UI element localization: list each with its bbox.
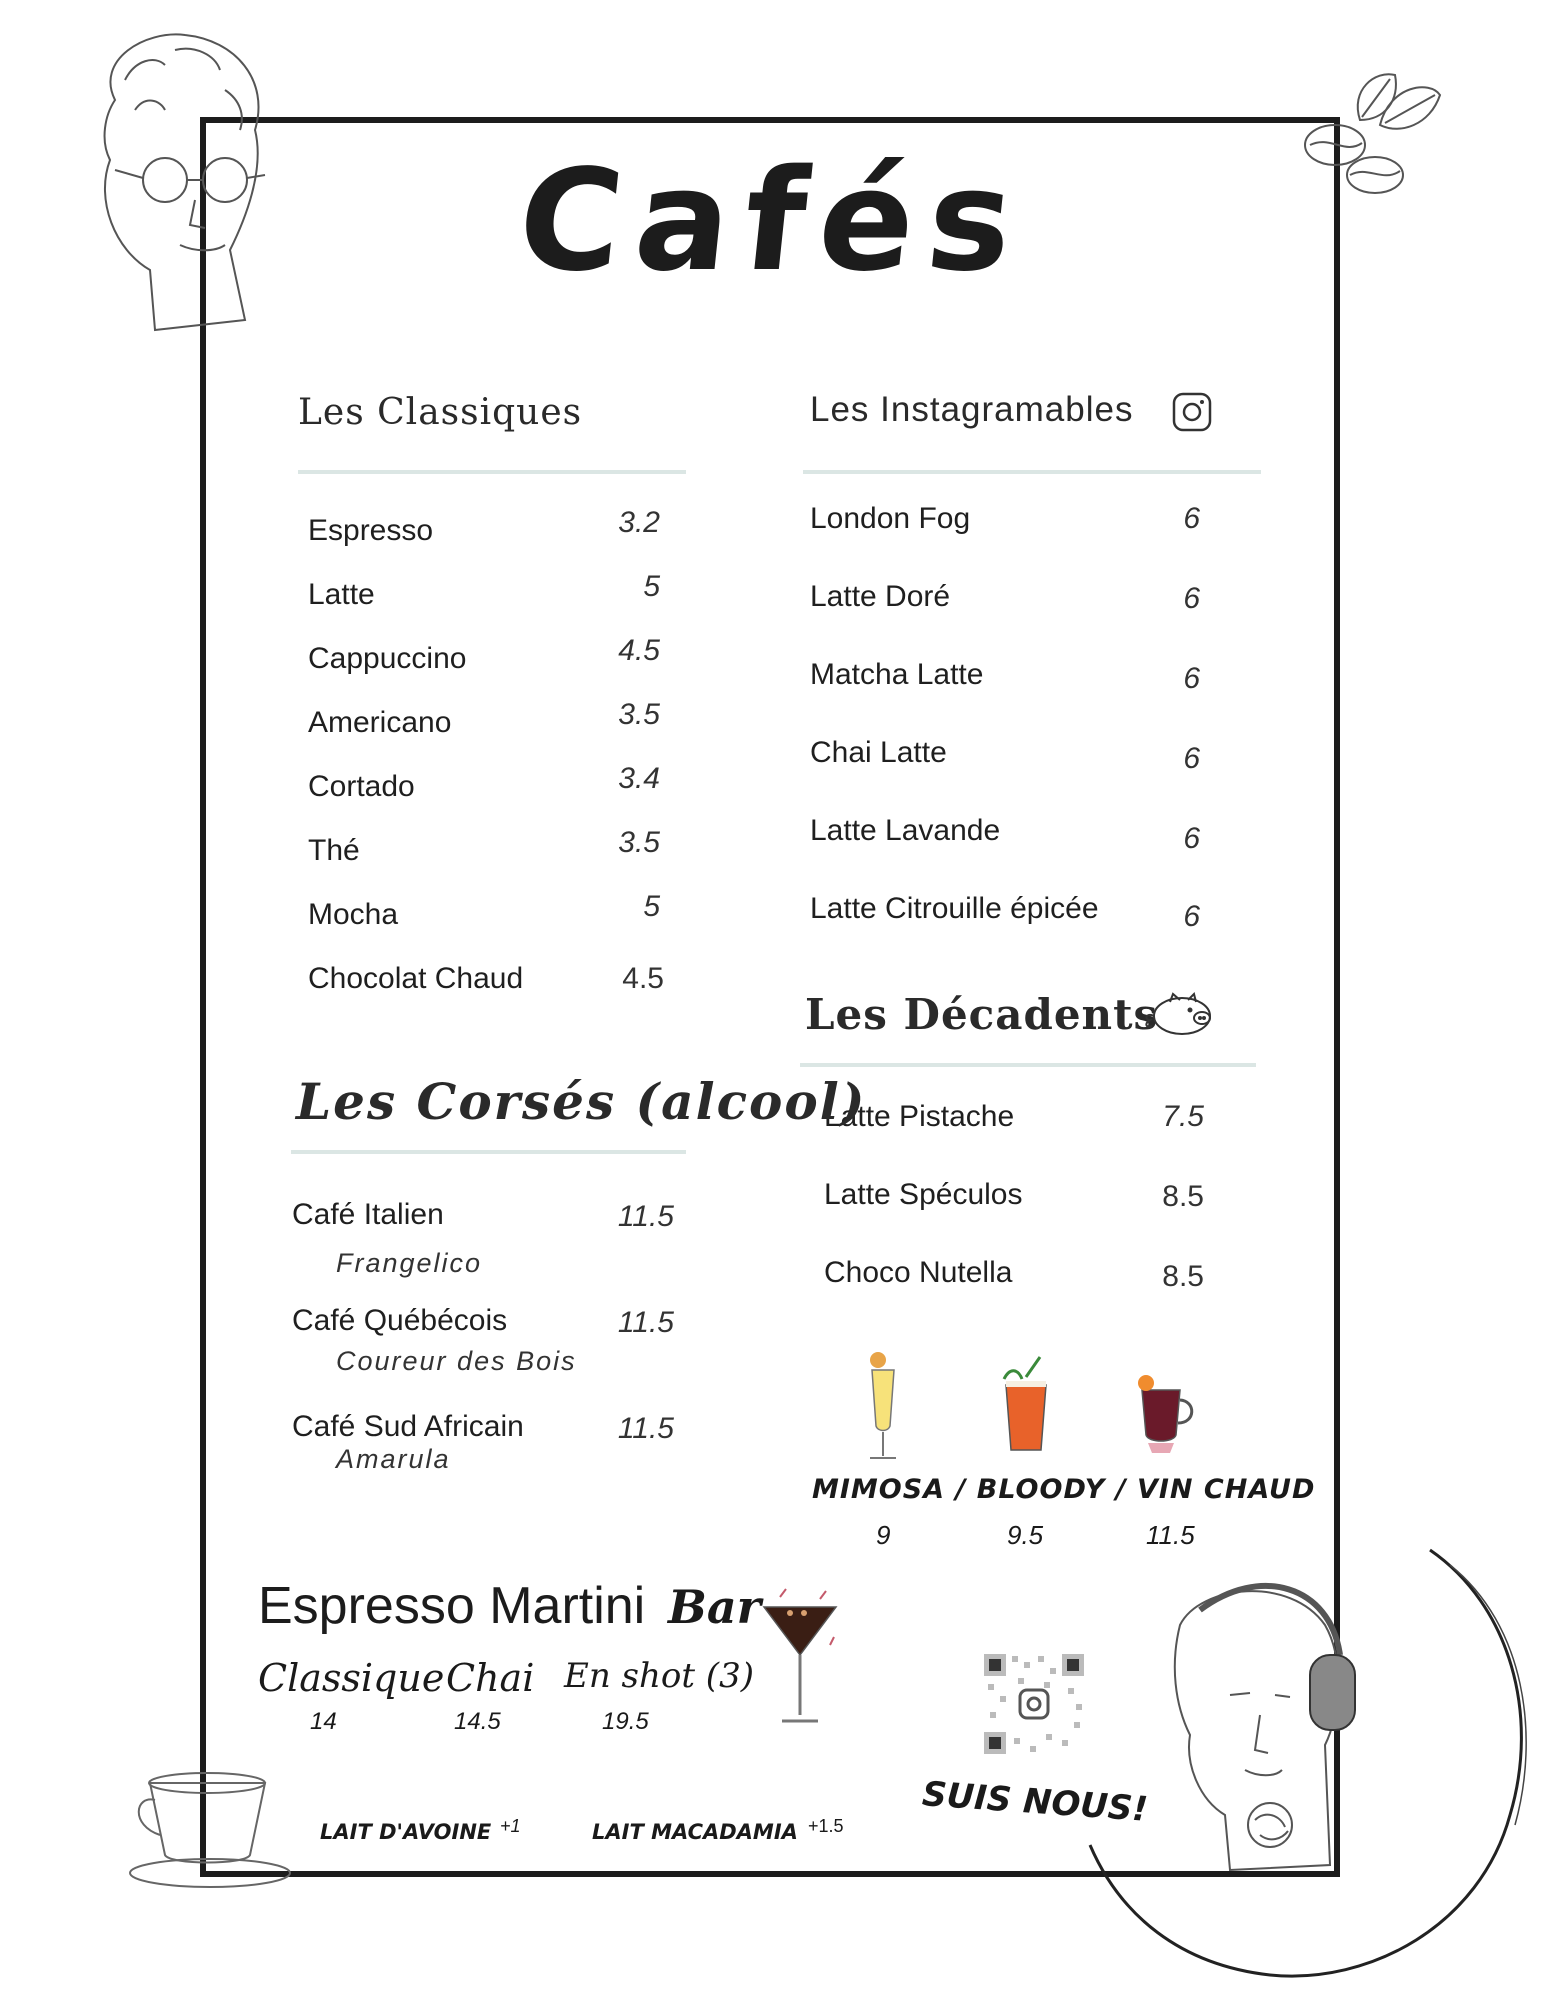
menu-item-price: 11.5 [617,1200,674,1233]
menu-item-name: Matcha Latte [810,658,984,691]
follow-us-label: SUIS NOUS! [920,1774,1150,1830]
section-rule-instagramables [803,470,1261,474]
page-title: Cafés [510,140,1035,303]
menu-item-name: Choco Nutella [824,1256,1013,1289]
section-heading-instagramables: Les Instagramables [810,390,1134,429]
cocktail-price: 9.5 [1007,1520,1044,1550]
martini-option-name: En shot (3) [564,1656,754,1696]
menu-item-name: Latte Lavande [810,814,1001,847]
menu-item-price: 8.5 [1162,1260,1204,1293]
menu-item-name: Latte Pistache [824,1100,1015,1133]
menu-item-price: 3.5 [618,826,660,859]
menu-item-liqueur: Frangelico [336,1248,483,1278]
martini-heading: Espresso Martini [258,1577,646,1635]
milk-option-name: LAIT MACADAMIA [592,1820,798,1844]
martini-glass-icon [760,1585,840,1730]
milk-option-price: +1 [500,1816,521,1836]
menu-item-price: 3.2 [618,506,660,539]
instagram-icon [1172,392,1212,432]
menu-item-name: Latte Spéculos [824,1178,1023,1211]
martini-option-name: Chai [446,1656,535,1700]
menu-item-price: 6 [1183,582,1200,615]
martini-option-price: 19.5 [602,1708,649,1735]
menu-item-name: Latte Doré [810,580,951,613]
section-rule-corses [291,1150,686,1154]
menu-item-price: 4.5 [622,962,664,995]
section-heading-decadents: Les Décadents [805,990,1159,1039]
menu-item-price: 6 [1183,502,1200,535]
qr-code-icon[interactable] [978,1648,1090,1760]
statue-head-headphones-illustration [1140,1565,1370,1880]
menu-item-price: 3.5 [618,698,660,731]
menu-item-price: 6 [1183,822,1200,855]
menu-item-name: Mocha [308,898,399,931]
milk-option-name: LAIT D'AVOINE [320,1820,492,1844]
menu-item-name: London Fog [810,502,971,535]
section-rule-decadents [800,1063,1256,1067]
menu-item-name: Thé [308,834,360,867]
menu-item-price: 5 [643,570,660,603]
martini-option-price: 14.5 [454,1708,501,1735]
menu-item-price: 8.5 [1162,1180,1204,1213]
menu-item-name: Chai Latte [810,736,947,769]
menu-item-liqueur: Coureur des Bois [336,1346,577,1376]
menu-item-price: 3.4 [618,762,660,795]
menu-item-price: 11.5 [617,1412,674,1445]
cocktail-price: 9 [876,1520,891,1550]
menu-item-price: 5 [643,890,660,923]
menu-item-name: Cortado [308,770,415,803]
menu-item-price: 6 [1183,662,1200,695]
menu-item-name: Espresso [308,514,434,547]
menu-item-name: Chocolat Chaud [308,962,524,995]
section-rule-classiques [298,470,686,474]
milk-option-price: +1.5 [808,1816,844,1836]
section-heading-classiques: Les Classiques [298,392,583,433]
menu-item-name: Latte Citrouille épicée [810,892,1099,925]
cocktails-label: MIMOSA / BLOODY / VIN CHAUD [812,1474,1316,1505]
martini-option-price: 14 [310,1708,337,1735]
menu-item-name: Cappuccino [308,642,467,675]
menu-item-price: 6 [1183,742,1200,775]
mimosa-glass-icon [858,1348,908,1463]
martini-option-name: Classique [258,1656,445,1700]
menu-item-name: Latte [308,578,375,611]
menu-item-price: 4.5 [618,634,660,667]
menu-item-price: 11.5 [617,1306,674,1339]
menu-item-liqueur: Amarula [336,1444,451,1474]
cocktail-price: 11.5 [1146,1520,1195,1550]
menu-item-price: 6 [1183,900,1200,933]
menu-item-name: Café Italien [292,1198,444,1231]
coffee-cup-illustration [125,1755,300,1895]
menu-item-name: Café Québécois [292,1304,508,1337]
menu-item-name: Americano [308,706,452,739]
menu-item-name: Café Sud Africain [292,1410,524,1443]
section-heading-corses: Les Corsés (alcool) [296,1072,867,1131]
bloody-caesar-icon [996,1355,1056,1455]
pig-icon [1140,990,1216,1038]
vin-chaud-mug-icon [1130,1365,1200,1455]
martini-heading-script: Bar [668,1580,761,1634]
menu-item-price: 7.5 [1162,1100,1204,1133]
